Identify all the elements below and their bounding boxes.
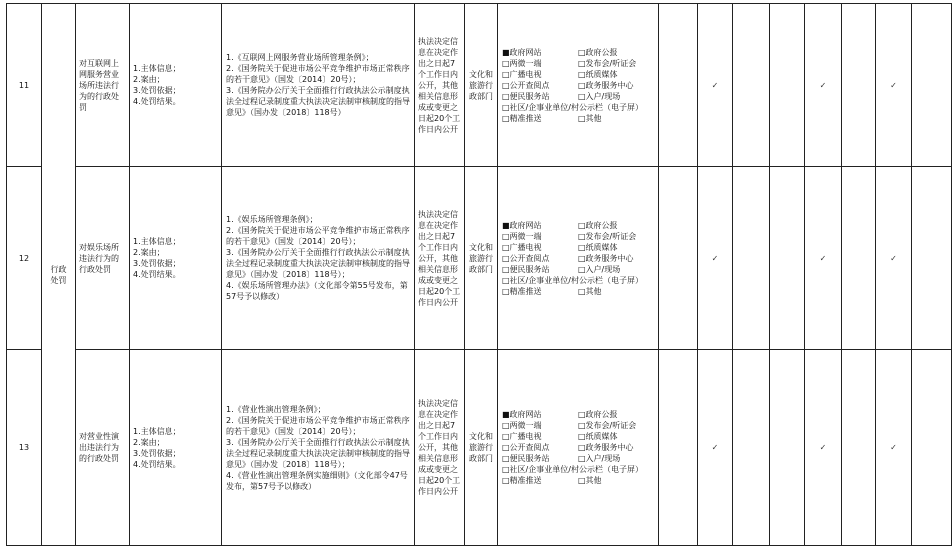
check-cell [912, 4, 952, 167]
table-row [7, 350, 952, 546]
channel-option: □公开查阅点 [502, 443, 550, 452]
channel-option: □广播电视 [502, 242, 542, 252]
channel-option: □精准推送 [502, 476, 542, 485]
disclosure-time: 执法决定信息在决定作出之日起7个工作日内公开，其他相关信息形成或变更之日起20个工作日内公开 [415, 167, 465, 350]
channel-option: □精准推送 [502, 286, 542, 296]
content-line: 1.主体信息； [133, 426, 181, 436]
channel-option: □便民服务站 [502, 264, 550, 274]
channel-option: □精准推送 [502, 113, 542, 123]
channel-option: □两微一端 [502, 58, 542, 68]
channel-option: □政务服务中心 [578, 253, 634, 263]
disclosure-content [130, 167, 222, 350]
basis-line: 3.《国务院办公厅关于全面推行行政执法公示制度执法全过程记录制度重大执法决定法制审核制度的指导意见》（国办发〔2018〕118号）； [226, 248, 410, 279]
channel-option: □政府公报 [578, 410, 618, 419]
content-line: 4.处罚结果。 [133, 270, 181, 279]
channel-option: □入户/现场 [578, 454, 621, 463]
disclosure-content [130, 350, 222, 546]
row-number: 13 [7, 350, 42, 546]
item-name: 对互联网上网服务营业场所违法行为的行政处罚 [76, 4, 130, 167]
content-line: 2.案由； [133, 437, 165, 447]
check-cell [770, 4, 805, 167]
channel-option: ■政府网站 [502, 220, 542, 230]
disclosure-table [6, 3, 952, 546]
check-mark: ✓ [698, 4, 733, 167]
basis-line: 1.《互联网上网服务营业场所管理条例》； [226, 53, 374, 62]
channel-option: □政府公报 [578, 220, 618, 230]
channel-option: □纸质媒体 [578, 69, 618, 79]
row-number: 11 [7, 4, 42, 167]
channel-option: □政府公报 [578, 47, 618, 57]
channel-option: □发布会/听证会 [578, 231, 637, 241]
check-cell [770, 167, 805, 350]
check-cell [733, 4, 770, 167]
channel-option: □其他 [578, 113, 602, 123]
check-cell [659, 4, 698, 167]
check-cell [659, 350, 698, 546]
disclosure-channels [498, 350, 659, 546]
channel-option: □公开查阅点 [502, 80, 550, 90]
disclosure-channels [498, 167, 659, 350]
responsible-dept: 文化和旅游行政部门 [465, 167, 498, 350]
channel-option: □政务服务中心 [578, 80, 634, 90]
legal-basis [222, 167, 415, 350]
category-cell [42, 4, 76, 546]
basis-line: 3.《国务院办公厅关于全面推行行政执法公示制度执法全过程记录制度重大执法决定法制审核制度的指导意见》（国办发〔2018〕118号） [226, 86, 410, 117]
responsible-dept: 文化和旅游行政部门 [465, 4, 498, 167]
table-row [7, 167, 952, 350]
channel-option: □入户/现场 [578, 91, 621, 101]
check-cell [842, 167, 876, 350]
check-mark: ✓ [805, 4, 842, 167]
legal-basis [222, 4, 415, 167]
legal-basis [222, 350, 415, 546]
category-label: 行政处罚 [50, 264, 67, 285]
table-row [7, 4, 952, 167]
check-mark: ✓ [876, 4, 912, 167]
channel-option: □其他 [578, 476, 602, 485]
check-cell [733, 350, 770, 546]
content-line: 4.处罚结果。 [133, 97, 181, 106]
basis-line: 2.《国务院关于促进市场公平竞争维护市场正常秩序的若干意见》（国发〔2014〕20号）； [226, 415, 410, 436]
content-line: 1.主体信息； [133, 237, 181, 246]
check-mark: ✓ [698, 167, 733, 350]
content-line: 2.案由； [133, 248, 165, 257]
channel-option: □社区/企事业单位/村公示栏（电子屏） [502, 465, 643, 474]
channel-option: □社区/企事业单位/村公示栏（电子屏） [502, 102, 643, 112]
basis-line: 3.《国务院办公厅关于全面推行行政执法公示制度执法全过程记录制度重大执法决定法制审核制度的指导意见》（国办发〔2018〕118号）； [226, 437, 410, 469]
check-mark: ✓ [805, 350, 842, 546]
channel-option: □发布会/听证会 [578, 421, 637, 430]
item-name: 对娱乐场所违法行为的行政处罚 [76, 167, 130, 350]
responsible-dept: 文化和旅游行政部门 [465, 350, 498, 546]
basis-line: 2.《国务院关于促进市场公平竞争维护市场正常秩序的若干意见》（国发〔2014〕20号）； [226, 64, 410, 84]
disclosure-channels [498, 4, 659, 167]
check-cell [912, 167, 952, 350]
check-cell [733, 167, 770, 350]
channel-option: □便民服务站 [502, 91, 550, 101]
channel-option: □发布会/听证会 [578, 58, 637, 68]
item-name: 对营业性演出违法行为的行政处罚 [76, 350, 130, 546]
check-mark: ✓ [805, 167, 842, 350]
basis-line: 4.《娱乐场所管理办法》（文化部令第55号发布，第57号予以修改） [226, 281, 408, 301]
content-line: 3.处罚依据； [133, 86, 181, 95]
channel-option: □社区/企事业单位/村公示栏（电子屏） [502, 275, 643, 285]
check-cell [912, 350, 952, 546]
channel-option: □便民服务站 [502, 454, 550, 463]
channel-option: □两微一端 [502, 231, 542, 241]
content-line: 3.处罚依据； [133, 448, 181, 458]
channel-option: □政务服务中心 [578, 443, 634, 452]
content-line: 1.主体信息； [133, 64, 181, 73]
channel-option: □两微一端 [502, 421, 542, 430]
channel-option: □入户/现场 [578, 264, 621, 274]
check-mark: ✓ [876, 350, 912, 546]
check-cell [659, 167, 698, 350]
channel-option: □纸质媒体 [578, 432, 618, 441]
channel-option: ■政府网站 [502, 410, 542, 419]
check-cell [842, 350, 876, 546]
channel-option: □公开查阅点 [502, 253, 550, 263]
content-line: 3.处罚依据； [133, 259, 181, 268]
check-mark: ✓ [698, 350, 733, 546]
channel-option: □广播电视 [502, 432, 542, 441]
disclosure-content [130, 4, 222, 167]
disclosure-time: 执法决定信息在决定作出之日起7个工作日内公开，其他相关信息形成或变更之日起20个工作日内公开 [415, 350, 465, 546]
basis-line: 4.《营业性演出管理条例实施细则》（文化部令47号发布，第57号予以修改） [226, 470, 408, 491]
row-number: 12 [7, 167, 42, 350]
disclosure-time: 执法决定信息在决定作出之日起7个工作日内公开，其他相关信息形成或变更之日起20个工作日内公开 [415, 4, 465, 167]
content-line: 4.处罚结果。 [133, 459, 181, 469]
channel-option: □纸质媒体 [578, 242, 618, 252]
channel-option: ■政府网站 [502, 47, 542, 57]
content-line: 2.案由； [133, 75, 165, 84]
check-cell [842, 4, 876, 167]
channel-option: □其他 [578, 286, 602, 296]
check-mark: ✓ [876, 167, 912, 350]
channel-option: □广播电视 [502, 69, 542, 79]
basis-line: 2.《国务院关于促进市场公平竞争维护市场正常秩序的若干意见》（国发〔2014〕20号）； [226, 226, 410, 246]
check-cell [770, 350, 805, 546]
basis-line: 1.《娱乐场所管理条例》； [226, 215, 318, 224]
basis-line: 1.《营业性演出管理条例》； [226, 404, 326, 414]
